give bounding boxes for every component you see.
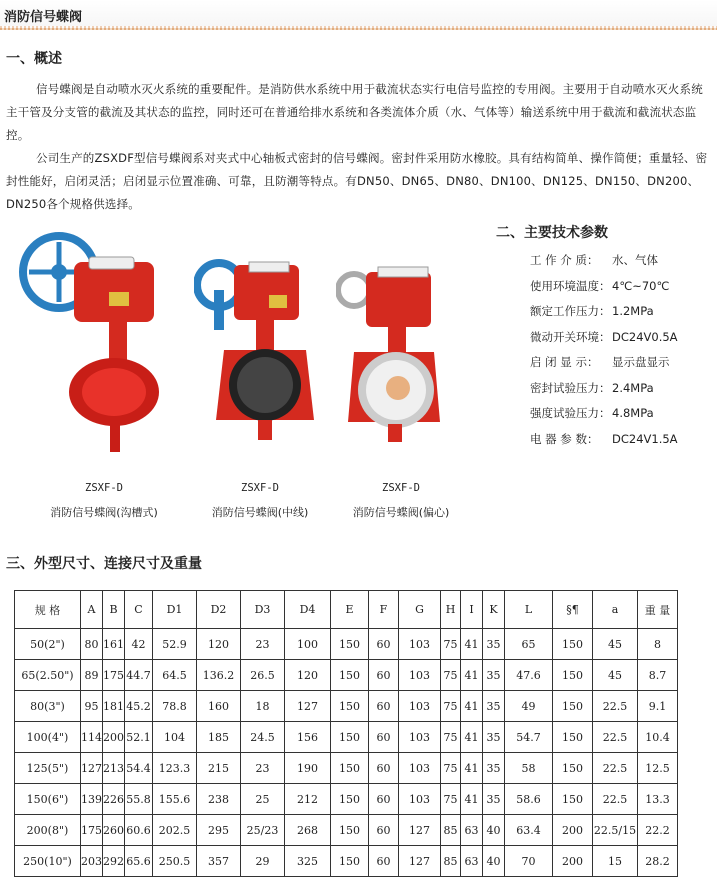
specs-list xyxy=(530,252,678,456)
table-cell: 35 xyxy=(483,660,505,691)
table-cell: 41 xyxy=(461,691,483,722)
table-cell: 45.2 xyxy=(125,691,153,722)
table-cell: 23 xyxy=(241,753,285,784)
table-cell: 213 xyxy=(103,753,125,784)
table-cell: 63 xyxy=(461,846,483,877)
table-cell: 63 xyxy=(461,815,483,846)
spec-value: 4℃~70℃ xyxy=(612,278,670,293)
table-cell: 78.8 xyxy=(153,691,197,722)
spec-row xyxy=(530,354,678,380)
table-cell: 52.9 xyxy=(153,629,197,660)
spec-label: 强度试验压力： xyxy=(530,406,611,420)
table-cell: 58 xyxy=(505,753,553,784)
table-header-cell: E xyxy=(331,591,369,629)
table-row xyxy=(15,660,678,691)
table-cell: 200 xyxy=(553,815,593,846)
spec-row xyxy=(530,329,678,355)
table-cell: 35 xyxy=(483,691,505,722)
table-cell: 12.5 xyxy=(638,753,678,784)
table-cell: 150 xyxy=(553,722,593,753)
table-cell: 63.4 xyxy=(505,815,553,846)
dimensions-table xyxy=(14,590,678,877)
table-cell: 139 xyxy=(81,784,103,815)
table-cell: 75 xyxy=(441,660,461,691)
product-image-center-line xyxy=(194,240,324,455)
table-cell: 58.6 xyxy=(505,784,553,815)
table-cell: 127 xyxy=(285,691,331,722)
table-header-row xyxy=(15,591,678,629)
table-cell: 238 xyxy=(197,784,241,815)
table-cell: 22.5 xyxy=(593,753,638,784)
spec-row xyxy=(530,303,678,329)
table-cell: 22.2 xyxy=(638,815,678,846)
table-cell: 60.6 xyxy=(125,815,153,846)
spec-value: 2.4MPa xyxy=(612,380,654,395)
table-cell: 23 xyxy=(241,629,285,660)
table-cell: 54.4 xyxy=(125,753,153,784)
table-cell: 26.5 xyxy=(241,660,285,691)
table-cell: 100 xyxy=(285,629,331,660)
table-cell: 22.5/15 xyxy=(593,815,638,846)
table-cell: 190 xyxy=(285,753,331,784)
table-cell: 60 xyxy=(369,722,399,753)
table-header-cell: F xyxy=(369,591,399,629)
table-cell: 250(10") xyxy=(15,846,81,877)
table-cell: 200 xyxy=(103,722,125,753)
spec-value: 显示盘显示 xyxy=(612,355,670,369)
table-cell: 18 xyxy=(241,691,285,722)
product-model: ZSXF-D xyxy=(85,482,123,494)
table-cell: 75 xyxy=(441,691,461,722)
table-cell: 22.5 xyxy=(593,722,638,753)
table-cell: 45 xyxy=(593,660,638,691)
table-cell: 52.1 xyxy=(125,722,153,753)
product-name: 消防信号蝶阀(沟槽式) xyxy=(50,506,158,519)
table-cell: 41 xyxy=(461,660,483,691)
table-cell: 70 xyxy=(505,846,553,877)
table-cell: 9.1 xyxy=(638,691,678,722)
spec-label: 电 器 参 数： xyxy=(530,431,599,446)
product-name: 消防信号蝶阀(中线) xyxy=(211,506,309,519)
overview-paragraph-1: 信号蝶阀是自动喷水灭火系统的重要配件。是消防供水系统中用于截流状态实行电信号监控的专用阀。主要用于自动喷水灭火系统主干管及分支管的截流及其状态的监控，同时还可在普通给排水系统和各类流体介质（水、气体等）输送系统中用于截流和截流状态监控。 xyxy=(6,82,703,142)
table-cell: 212 xyxy=(285,784,331,815)
table-cell: 65 xyxy=(505,629,553,660)
table-cell: 103 xyxy=(399,784,441,815)
table-cell: 75 xyxy=(441,629,461,660)
table-cell: 8.7 xyxy=(638,660,678,691)
table-header-cell: A xyxy=(81,591,103,629)
table-cell: 60 xyxy=(369,815,399,846)
spec-label: 启 闭 显 示： xyxy=(530,355,599,369)
table-cell: 103 xyxy=(399,691,441,722)
spec-label: 使用环境温度： xyxy=(530,278,611,293)
product-caption-center-line xyxy=(190,476,330,520)
table-cell: 15 xyxy=(593,846,638,877)
table-cell: 150 xyxy=(331,660,369,691)
table-cell: 150 xyxy=(553,629,593,660)
spec-row xyxy=(530,380,678,406)
spec-label: 密封试验压力： xyxy=(530,380,611,395)
table-cell: 41 xyxy=(461,629,483,660)
spec-value: 1.2MPa xyxy=(612,304,654,318)
table-cell: 104 xyxy=(153,722,197,753)
table-header-cell: I xyxy=(461,591,483,629)
table-cell: 25 xyxy=(241,784,285,815)
spec-label: 工 作 介 质： xyxy=(530,253,599,267)
table-cell: 127 xyxy=(399,846,441,877)
table-header-cell: D1 xyxy=(153,591,197,629)
table-header-cell: K xyxy=(483,591,505,629)
spec-row xyxy=(530,405,678,431)
table-cell: 60 xyxy=(369,660,399,691)
spec-label: 额定工作压力： xyxy=(530,304,611,318)
section-overview-heading: 一、概述 xyxy=(6,51,62,67)
product-image-eccentric xyxy=(336,252,446,457)
table-cell: 160 xyxy=(197,691,241,722)
table-row xyxy=(15,722,678,753)
table-cell: 80 xyxy=(81,629,103,660)
table-cell: 60 xyxy=(369,629,399,660)
overview-paragraph-2: 公司生产的ZSXDF型信号蝶阀系对夹式中心轴板式密封的信号蝶阀。密封件采用防水橡胶。具有结构简单、操作简便；重量轻、密封性能好，启闭灵活；启闭显示位置准确、可靠，且防潮等特点。有DN50、DN65、DN80、DN100、DN125、DN150、DN200、DN250各个规格供选择。 xyxy=(6,151,708,211)
table-cell: 125(5") xyxy=(15,753,81,784)
table-cell: 150 xyxy=(553,753,593,784)
table-cell: 85 xyxy=(441,815,461,846)
table-cell: 60 xyxy=(369,846,399,877)
table-cell: 50(2") xyxy=(15,629,81,660)
table-cell: 150 xyxy=(331,691,369,722)
table-header-cell: §¶ xyxy=(553,591,593,629)
spec-value: 4.8MPa xyxy=(612,406,654,420)
table-header-cell: C xyxy=(125,591,153,629)
table-cell: 203 xyxy=(81,846,103,877)
table-cell: 60 xyxy=(369,691,399,722)
table-cell: 155.6 xyxy=(153,784,197,815)
table-cell: 103 xyxy=(399,722,441,753)
table-header-cell: H xyxy=(441,591,461,629)
table-cell: 103 xyxy=(399,629,441,660)
table-cell: 80(3") xyxy=(15,691,81,722)
spec-value: DC24V0.5A xyxy=(612,329,678,344)
table-cell: 85 xyxy=(441,846,461,877)
table-cell: 150 xyxy=(331,753,369,784)
table-cell: 35 xyxy=(483,629,505,660)
table-cell: 8 xyxy=(638,629,678,660)
table-cell: 75 xyxy=(441,753,461,784)
table-cell: 65(2.50") xyxy=(15,660,81,691)
table-cell: 226 xyxy=(103,784,125,815)
table-cell: 357 xyxy=(197,846,241,877)
table-cell: 215 xyxy=(197,753,241,784)
product-image-grooved xyxy=(14,232,164,462)
table-cell: 60 xyxy=(369,753,399,784)
table-cell: 55.8 xyxy=(125,784,153,815)
table-cell: 40 xyxy=(483,846,505,877)
table-cell: 295 xyxy=(197,815,241,846)
table-cell: 49 xyxy=(505,691,553,722)
table-cell: 103 xyxy=(399,753,441,784)
table-cell: 250.5 xyxy=(153,846,197,877)
table-cell: 29 xyxy=(241,846,285,877)
product-caption-eccentric xyxy=(336,476,466,520)
table-cell: 103 xyxy=(399,660,441,691)
table-cell: 13.3 xyxy=(638,784,678,815)
table-cell: 100(4") xyxy=(15,722,81,753)
table-cell: 175 xyxy=(103,660,125,691)
table-cell: 123.3 xyxy=(153,753,197,784)
table-cell: 150 xyxy=(331,784,369,815)
table-cell: 127 xyxy=(81,753,103,784)
product-name: 消防信号蝶阀(偏心) xyxy=(352,506,450,519)
table-cell: 181 xyxy=(103,691,125,722)
table-cell: 28.2 xyxy=(638,846,678,877)
table-cell: 22.5 xyxy=(593,784,638,815)
product-model: ZSXF-D xyxy=(241,482,279,494)
table-cell: 35 xyxy=(483,753,505,784)
table-cell: 150 xyxy=(553,660,593,691)
spec-row xyxy=(530,278,678,304)
table-header-cell: a xyxy=(593,591,638,629)
table-row xyxy=(15,629,678,660)
table-cell: 150 xyxy=(553,784,593,815)
table-cell: 75 xyxy=(441,722,461,753)
table-cell: 75 xyxy=(441,784,461,815)
table-cell: 150(6") xyxy=(15,784,81,815)
table-cell: 54.7 xyxy=(505,722,553,753)
table-cell: 136.2 xyxy=(197,660,241,691)
table-cell: 156 xyxy=(285,722,331,753)
table-cell: 175 xyxy=(81,815,103,846)
spec-row xyxy=(530,431,678,457)
table-cell: 268 xyxy=(285,815,331,846)
table-cell: 185 xyxy=(197,722,241,753)
table-header-cell: B xyxy=(103,591,125,629)
page-header-bar xyxy=(0,0,717,30)
section-specs-heading: 二、主要技术参数 xyxy=(496,225,608,241)
table-cell: 150 xyxy=(331,846,369,877)
table-header-cell: D3 xyxy=(241,591,285,629)
table-header-cell: 重 量 xyxy=(638,591,678,629)
table-row xyxy=(15,691,678,722)
table-cell: 161 xyxy=(103,629,125,660)
table-cell: 40 xyxy=(483,815,505,846)
table-cell: 35 xyxy=(483,722,505,753)
table-row xyxy=(15,846,678,877)
table-cell: 24.5 xyxy=(241,722,285,753)
header-divider xyxy=(0,26,717,30)
table-cell: 114 xyxy=(81,722,103,753)
table-header-cell: D4 xyxy=(285,591,331,629)
table-cell: 95 xyxy=(81,691,103,722)
table-cell: 41 xyxy=(461,753,483,784)
table-row xyxy=(15,815,678,846)
spec-value: DC24V1.5A xyxy=(612,431,678,446)
table-cell: 127 xyxy=(399,815,441,846)
table-cell: 44.7 xyxy=(125,660,153,691)
spec-label: 微动开关环境： xyxy=(530,329,611,344)
table-cell: 202.5 xyxy=(153,815,197,846)
spec-value: 水、气体 xyxy=(612,253,658,267)
product-model: ZSXF-D xyxy=(382,482,420,494)
table-cell: 200(8") xyxy=(15,815,81,846)
spec-row xyxy=(530,252,678,278)
table-cell: 41 xyxy=(461,722,483,753)
table-row xyxy=(15,784,678,815)
table-header-cell: 规 格 xyxy=(15,591,81,629)
table-cell: 260 xyxy=(103,815,125,846)
table-header-cell: G xyxy=(399,591,441,629)
table-header-cell: D2 xyxy=(197,591,241,629)
table-cell: 42 xyxy=(125,629,153,660)
table-cell: 22.5 xyxy=(593,691,638,722)
table-cell: 150 xyxy=(331,629,369,660)
table-cell: 120 xyxy=(285,660,331,691)
table-cell: 45 xyxy=(593,629,638,660)
table-cell: 120 xyxy=(197,629,241,660)
table-cell: 25/23 xyxy=(241,815,285,846)
table-cell: 60 xyxy=(369,784,399,815)
table-cell: 64.5 xyxy=(153,660,197,691)
table-header-cell: L xyxy=(505,591,553,629)
table-cell: 150 xyxy=(331,722,369,753)
table-cell: 150 xyxy=(553,691,593,722)
table-cell: 10.4 xyxy=(638,722,678,753)
table-cell: 41 xyxy=(461,784,483,815)
table-row xyxy=(15,753,678,784)
table-cell: 47.6 xyxy=(505,660,553,691)
table-cell: 325 xyxy=(285,846,331,877)
table-cell: 65.6 xyxy=(125,846,153,877)
table-cell: 35 xyxy=(483,784,505,815)
table-cell: 292 xyxy=(103,846,125,877)
table-cell: 200 xyxy=(553,846,593,877)
table-cell: 150 xyxy=(331,815,369,846)
product-caption-grooved xyxy=(34,476,174,520)
section-dimensions-heading: 三、外型尺寸、连接尺寸及重量 xyxy=(6,556,202,572)
table-cell: 89 xyxy=(81,660,103,691)
page-title: 消防信号蝶阀 xyxy=(4,10,83,25)
